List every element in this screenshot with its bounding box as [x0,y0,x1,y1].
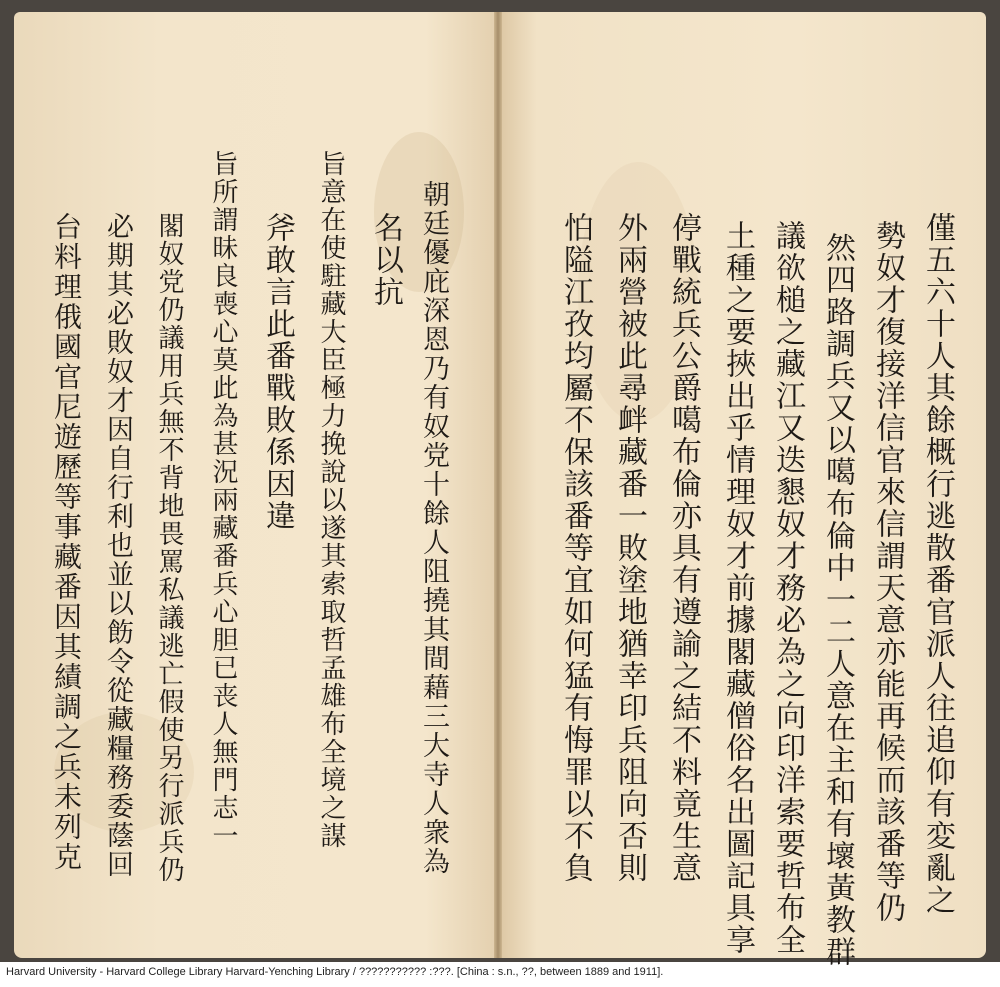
text-column-left-3: 旨意在使駐藏大臣極力挽說以遂其索取哲孟雄布全境之謀 [316,150,346,850]
text-column-right-3: 然四路調兵又以噶布倫中一二人意在主和有壞黃教群 [820,232,855,968]
text-column-right-1: 僅五六十人其餘概行逃散番官派人往追仰有変亂之 [920,212,955,916]
text-column-right-2: 勢奴才復接洋信官來信謂天意亦能再候而該番等仍 [870,220,905,924]
text-column-right-5: 土種之要挾出乎情理奴才前據閣藏僧俗名出圖記具享 [720,220,755,956]
source-caption: Harvard University - Harvard College Library Harvard-Yenching Library / ??????????? :???. [China : s.n., ??, between 1889 and 1911]. [6,966,664,978]
text-column-right-4: 議欲槌之藏江又迭懇奴才務必為之向印洋索要哲布全 [770,220,805,956]
text-column-left-5: 旨所謂昧良喪心莫此為甚況兩藏番兵心胆已丧人無門志一 [208,150,238,850]
text-column-left-7: 必期其必敗奴才因自行利也並以飭令從藏糧務委蔭回 [102,212,133,879]
text-column-left-6: 閣奴党仍議用兵無不背地畏罵私議逃亡假使另行派兵仍 [154,212,184,884]
text-column-left-2: 名以抗 [368,212,403,308]
text-column-right-8: 怕隘江孜均屬不保該番等宜如何猛有悔罪以不負 [558,212,593,884]
text-column-left-4: 斧敢言此番戰敗係因違 [260,212,295,532]
text-column-right-6: 停戰統兵公爵噶布倫亦具有遵諭之結不料竟生意 [666,212,701,884]
text-column-left-8: 台料理俄國官尼遊歷等事藏番因其績調之兵未列克 [50,212,83,872]
text-column-left-1: 朝廷優庇深恩乃有奴党十餘人阻撓其間藉三大寺人衆為 [418,180,449,876]
text-column-right-7: 外兩營被此尋衅藏番一敗塗地猶幸印兵阻向否則 [612,212,647,884]
book-gutter [494,12,502,958]
